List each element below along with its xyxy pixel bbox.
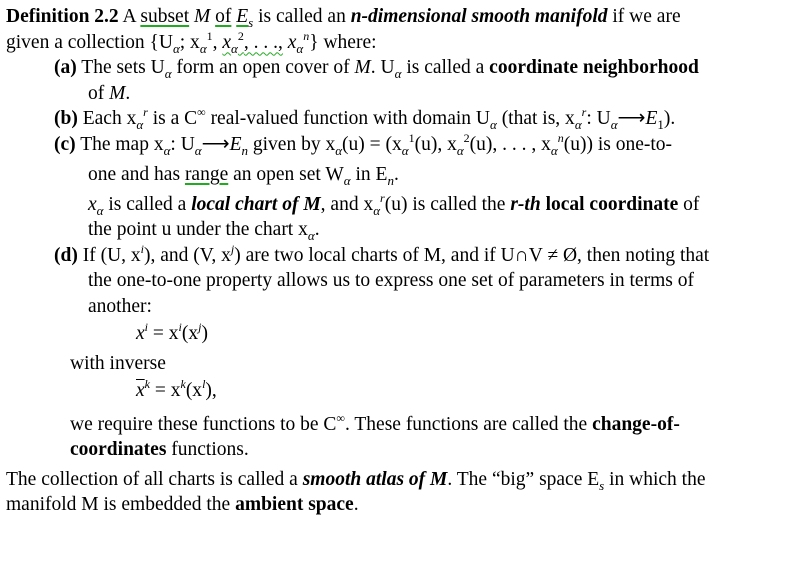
term-ambient-space: ambient space — [235, 494, 354, 515]
range-link[interactable]: range — [184, 164, 229, 185]
definition-intro: Definition 2.2 A subset M of $E_s$ is called an n-dimensional smooth manifold if we are — [6, 6, 681, 30]
subset-link[interactable]: subset — [140, 6, 190, 27]
definition-collection: given a collection {$U_\alpha$; $x_\alpha^1$, $x_\alpha^2$, . . ., $x_\alpha^n$} where: — [6, 28, 377, 56]
item-b-label: (b) — [54, 108, 78, 129]
item-a: (a) The sets $U_\alpha$ form an open cover of M. $U_\alpha$ is called a coordinate neighborhood — [54, 57, 699, 81]
term-smooth-atlas: smooth atlas of M — [302, 468, 448, 490]
item-b: (b) Each $x_\alpha^r$ is a C∞ real-valued function with domain $U_\alpha$ (that is, $x_\alpha^r$: $U_\alpha⟶E_1$). — [54, 105, 676, 132]
equation-1: $x^i = x^i(x^j)$ — [136, 320, 208, 344]
closing-paragraph: The collection of all charts is called a smooth atlas of M. The “big” space $E_s$ in which the — [6, 468, 706, 493]
term-local-chart: local chart of M — [191, 193, 321, 215]
term-local-coordinate: local coordinate — [545, 193, 679, 215]
item-c-label: (c) — [54, 133, 76, 155]
definition-label: Definition 2.2 — [6, 6, 119, 27]
item-d: (d) If (U, $x^i$), and (V, $x^j$) are two local charts of M, and if U∩V ≠ Ø, then noting that — [54, 241, 710, 266]
equation-2: $\overline{x}^k = x^k(x^l)$, — [136, 377, 217, 401]
term-change-of-coordinates: change-of- — [592, 413, 680, 435]
document-page: Definition 2.2 A subset M of $E_s$ is called an n-dimensional smooth manifold if we are given a collection {$U_\alpha$; $x_\alpha^1$, $x_\alpha^2$, . . ., $x_\alpha^n$} where: (a) The sets $U_\alpha$ form an open cover of M. $U_\alpha$ is called a coordinate neighborhood of M. (b) Each $x_\alpha^r$ is a C∞ real-valued function with domain $U_\alpha$ (that is, $x_\alpha^r$: $U_\alpha⟶E_1$). (c) The map $x_\alpha$: $U_\alpha⟶E_n$ given by $x_\alpha(u) = (x_\alpha^1(u)$, $x_\alpha^2(u)$, . . . , $x_\alpha^n(u)$) is one-to- one and has range an open set $W_\alpha$ in $E_n$. $x_\alpha$ is called a local chart of M, and $x_\alpha^r(u)$ is called the r-th local coordinate of the point u under the chart $x_\alpha$. (d) If (U, $x^i$), and (V, $x^j$) are two local charts of M, and if U∩V ≠ Ø, then noting that the one-to-one property allows us to express one set of parameters in terms of another: $x^i = x^i(x^j)$ with inverse $\overline{x}^k = x^k(x^l)$, we require these functions to be C∞. These functions are called the change-of- coordinates functions. The collection of all charts is called a smooth atlas of M. The “big” space $E_s$ in which the manifold M is embedded the ambient space. — [0, 0, 800, 563]
item-a-label: (a) — [54, 57, 77, 78]
item-c: (c) The map $x_\alpha$: $U_\alpha⟶E_n$ given by $x_\alpha(u) = (x_\alpha^1(u)$, $x_\alpha^2(u)$, . . . , $x_\alpha^n(u)$) is one-to- — [54, 130, 673, 158]
item-d-label: (d) — [54, 244, 78, 266]
term-coordinate-neighborhood: coordinate neighborhood — [489, 57, 699, 78]
term-manifold: n-dimensional smooth manifold — [350, 6, 608, 27]
